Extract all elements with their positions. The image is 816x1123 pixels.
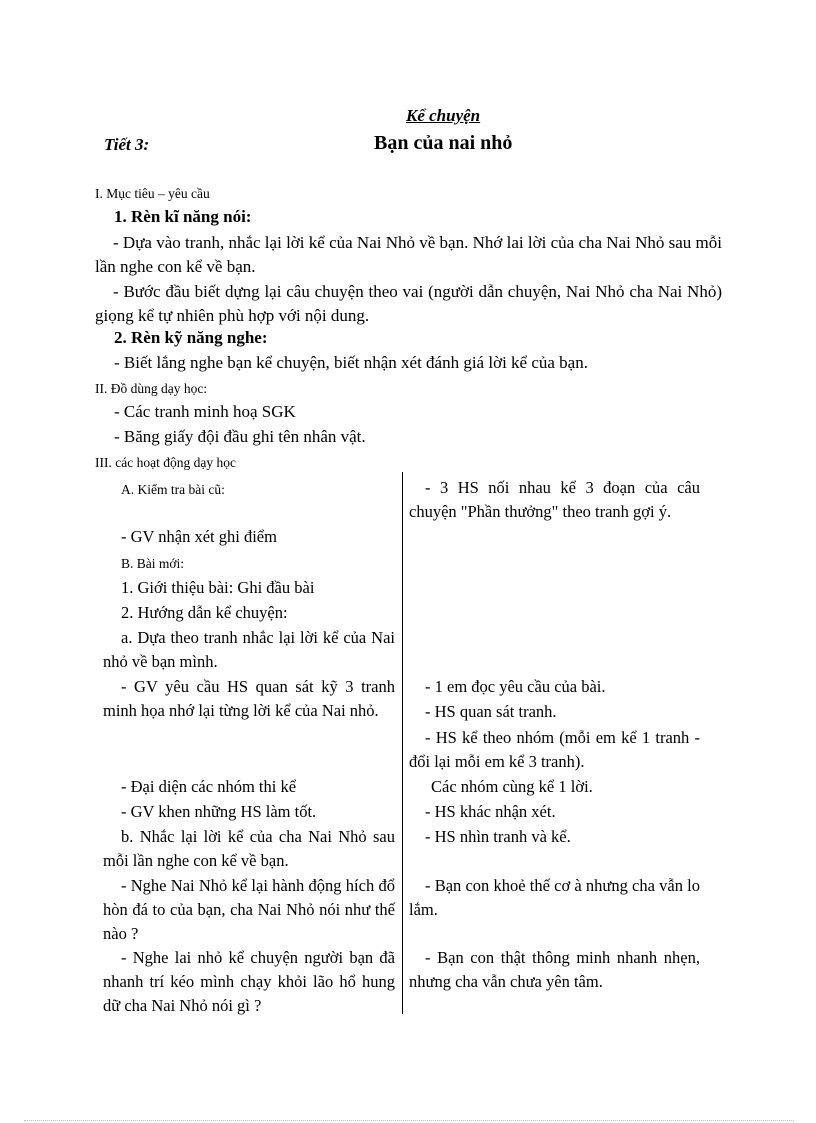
teacher-step-praise: - GV khen những HS làm tốt.: [121, 802, 317, 821]
student-answer-2: - Bạn con thật thông minh nhanh nhẹn, nhưng cha vẫn chưa yên tâm.: [409, 948, 700, 991]
teacher-step-intro: 1. Giới thiệu bài: Ghi đầu bài: [121, 578, 315, 597]
teacher-question-2: - Nghe lai nhỏ kể chuyện người bạn đã nhanh trí kéo mình chạy khỏi lão hổ hung dữ cha Nai Nhỏ nói gì ?: [103, 948, 395, 1015]
student-response-tell: - HS nhìn tranh và kể.: [425, 827, 571, 846]
speaking-skill-item-1: - Dựa vào tranh, nhắc lại lời kể của Nai Nhỏ về bạn. Nhớ lai lời của cha Nai Nhỏ sau mỗi lần nghe con kể về bạn.: [95, 233, 722, 276]
teacher-step-observe: - GV yêu cầu HS quan sát kỹ 3 tranh minh họa nhớ lại từng lời kể của Nai nhỏ.: [103, 677, 395, 720]
section-materials-heading: II. Đồ dùng dạy học:: [95, 381, 208, 396]
teacher-step-b: b. Nhắc lại lời kể của cha Nai Nhỏ sau mỗi lần nghe con kể về bạn.: [103, 827, 395, 870]
student-answer-1: - Bạn con khoẻ thế cơ à nhưng cha vẫn lo lắm.: [409, 876, 700, 919]
speaking-skill-item-2: - Bước đầu biết dựng lại câu chuyện theo vai (người dẫn chuyện, Nai Nhỏ cha Nai Nhỏ) giọng kể tự nhiên phù hợp với nội dung.: [95, 282, 722, 325]
subject-heading: Kể chuyện: [406, 106, 481, 125]
materials-item-1: - Các tranh minh hoạ SGK: [114, 402, 296, 421]
materials-item-2: - Băng giấy đội đầu ghi tên nhân vật.: [114, 427, 366, 446]
teacher-step-a: a. Dựa theo tranh nhắc lại lời kể của Nai nhỏ về bạn mình.: [103, 628, 395, 671]
listening-skill-item-1: - Biết lắng nghe bạn kể chuyện, biết nhận xét đánh giá lời kể của bạn.: [114, 353, 588, 372]
listening-skill-heading: 2. Rèn kỹ năng nghe:: [114, 328, 268, 347]
teacher-step-new-lesson: B. Bài mới:: [121, 556, 185, 571]
student-response-review: - 3 HS nối nhau kể 3 đoạn của câu chuyện "Phần thưởng" theo tranh gợi ý.: [409, 478, 700, 521]
speaking-skill-heading: 1. Rèn kĩ năng nói:: [114, 207, 252, 226]
teacher-step-guide: 2. Hướng dẫn kể chuyện:: [121, 603, 288, 622]
section-objectives-heading: I. Mục tiêu – yêu cầu: [95, 186, 210, 201]
page-bottom-rule: [24, 1120, 794, 1121]
student-response-groups: - HS kể theo nhóm (mỗi em kể 1 tranh - đổi lại mỗi em kể 3 tranh).: [409, 728, 700, 771]
teacher-step-grade: - GV nhận xét ghi điểm: [121, 527, 277, 546]
section-activities-heading: III. các hoạt động dạy học: [95, 455, 236, 470]
teacher-question-1: - Nghe Nai Nhỏ kể lại hành động hích đổ hòn đá to của bạn, cha Nai Nhỏ nói như thế nào ?: [103, 876, 395, 943]
teacher-step-groups: - Đại diện các nhóm thi kể: [121, 777, 297, 796]
student-response-read: - 1 em đọc yêu cầu của bài.: [425, 677, 606, 696]
lesson-title: Bạn của nai nhỏ: [374, 132, 513, 154]
student-response-together: Các nhóm cùng kể 1 lời.: [431, 777, 593, 796]
period-label: Tiết 3:: [104, 135, 150, 154]
student-response-comment: - HS khác nhận xét.: [425, 802, 556, 821]
student-response-observe: - HS quan sát tranh.: [425, 702, 557, 721]
teacher-step-review: A. Kiểm tra bài cũ:: [121, 482, 225, 497]
